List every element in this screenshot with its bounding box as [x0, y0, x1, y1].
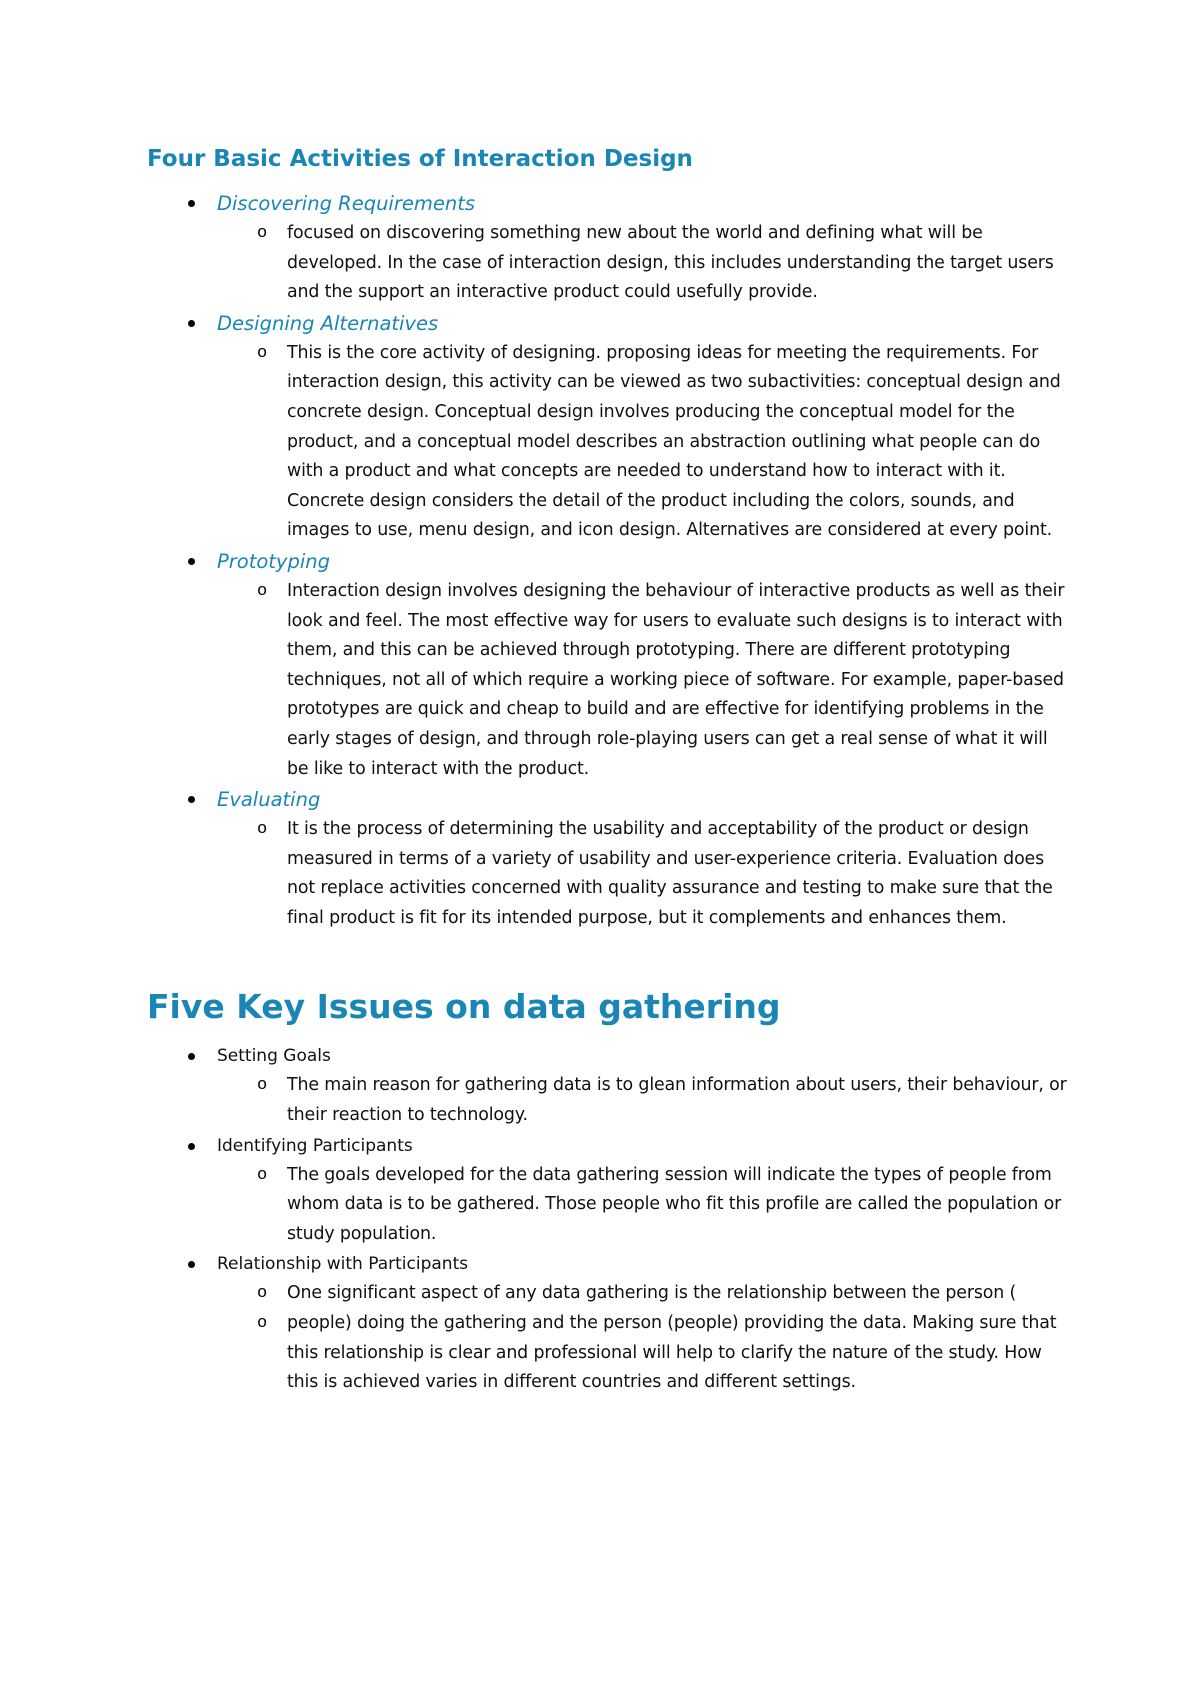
circle-bullet-icon: o — [257, 224, 268, 243]
bullet-dot-icon — [188, 1261, 195, 1268]
spacer — [147, 176, 1067, 188]
bullet-dot-icon — [188, 320, 195, 327]
activity-title: Designing Alternatives — [217, 311, 439, 335]
document-content — [147, 142, 1067, 1398]
circle-bullet-icon: o — [257, 343, 268, 363]
list-item-issue — [147, 1041, 1067, 1130]
bullet-dot-icon — [188, 796, 195, 803]
circle-bullet-icon: o — [257, 1076, 268, 1096]
activity-points — [217, 577, 1067, 784]
point-text: This is the core activity of designing. proposing ideas for meeting the requirements. For interaction design, this activity can be viewed as two subactivities: conceptual design and concrete design. Conceptual design involves producing the conceptual model for the product, and a conceptual model describes an abstraction outlining what people can do with a product and what concepts are needed to understand how to interact with it. Concrete design considers the detail of the product including the colors, sounds, and images to use, menu design, and icon design. Alternatives are considered at every point. — [287, 342, 1061, 541]
issue-points — [217, 1279, 1067, 1397]
activity-title: Evaluating — [217, 788, 321, 812]
point-text: One significant aspect of any data gathering is the relationship between the person ( — [287, 1283, 1017, 1304]
bullet-dot-icon — [188, 200, 195, 207]
list-item-activity — [147, 784, 1067, 933]
activities-list — [147, 188, 1067, 933]
activity-title: Discovering Requirements — [217, 192, 476, 215]
point-text: The main reason for gathering data is to glean information about users, their behaviour, or their reaction to technology. — [287, 1075, 1067, 1126]
issue-label: Identifying Participants — [217, 1135, 413, 1156]
sub-list-item — [217, 815, 1067, 933]
issue-points — [217, 1161, 1067, 1250]
sub-list-item — [217, 1309, 1067, 1398]
issues-list — [147, 1041, 1067, 1397]
list-item-issue — [147, 1249, 1067, 1397]
section-heading-activities: Four Basic Activities of Interaction Design — [147, 146, 693, 172]
sub-list-item — [217, 1071, 1067, 1130]
activity-points — [217, 339, 1067, 546]
issue-points — [217, 1071, 1067, 1130]
bullet-dot-icon — [188, 1053, 195, 1060]
circle-bullet-icon: o — [257, 820, 268, 840]
sub-list-item — [217, 1161, 1067, 1250]
activity-title: Prototyping — [217, 549, 331, 573]
activity-points — [217, 219, 1067, 308]
issue-label: Relationship with Participants — [217, 1254, 469, 1275]
point-text: focused on discovering something new about the world and defining what will be developed. In the case of interaction design, this includes understanding the target users and the support an interactive product could usefully provide. — [287, 223, 1054, 303]
sub-list-item — [217, 577, 1067, 784]
bullet-dot-icon — [188, 558, 195, 565]
point-text: It is the process of determining the usability and acceptability of the product or design measured in terms of a variety of usability and user-experience criteria. Evaluation does not replace activities concerned with quality assurance and testing to make sure that the final product is fit for its intended purpose, but it complements and enhances them. — [287, 819, 1053, 928]
point-text: Interaction design involves designing the behaviour of interactive products as well as their look and feel. The most effective way for users to evaluate such designs is to interact with them, and this can be achieved through prototyping. There are different prototyping techniques, not all of which require a working piece of software. For example, paper-based prototypes are quick and cheap to build and are effective for identifying problems in the early stages of design, and through role-playing users can get a real sense of what it will be like to interact with the product. — [287, 580, 1065, 779]
sub-list-item — [217, 339, 1067, 546]
sub-list-item — [217, 1279, 1067, 1309]
list-item-activity — [147, 308, 1067, 546]
list-item-activity — [147, 546, 1067, 784]
list-item-issue — [147, 1131, 1067, 1250]
spacer — [147, 933, 1067, 985]
point-text: The goals developed for the data gathering session will indicate the types of people from whom data is to be gathered. Those people who fit this profile are called the population or study population. — [287, 1164, 1062, 1244]
circle-bullet-icon: o — [257, 1165, 268, 1185]
activity-points — [217, 815, 1067, 933]
sub-list-item — [217, 219, 1067, 308]
circle-bullet-icon: o — [257, 581, 268, 601]
spacer — [147, 1029, 1067, 1041]
circle-bullet-icon: o — [257, 1284, 268, 1304]
list-item-activity — [147, 188, 1067, 308]
bullet-dot-icon — [188, 1143, 195, 1150]
issue-label: Setting Goals — [217, 1046, 331, 1067]
section-heading-data-gathering: Five Key Issues on data gathering — [147, 987, 781, 1027]
point-text: people) doing the gathering and the person (people) providing the data. Making sure that this relationship is clear and professional will help to clarify the nature of the study. How this is achieved varies in different countries and different settings. — [287, 1313, 1057, 1393]
circle-bullet-icon: o — [257, 1314, 268, 1334]
